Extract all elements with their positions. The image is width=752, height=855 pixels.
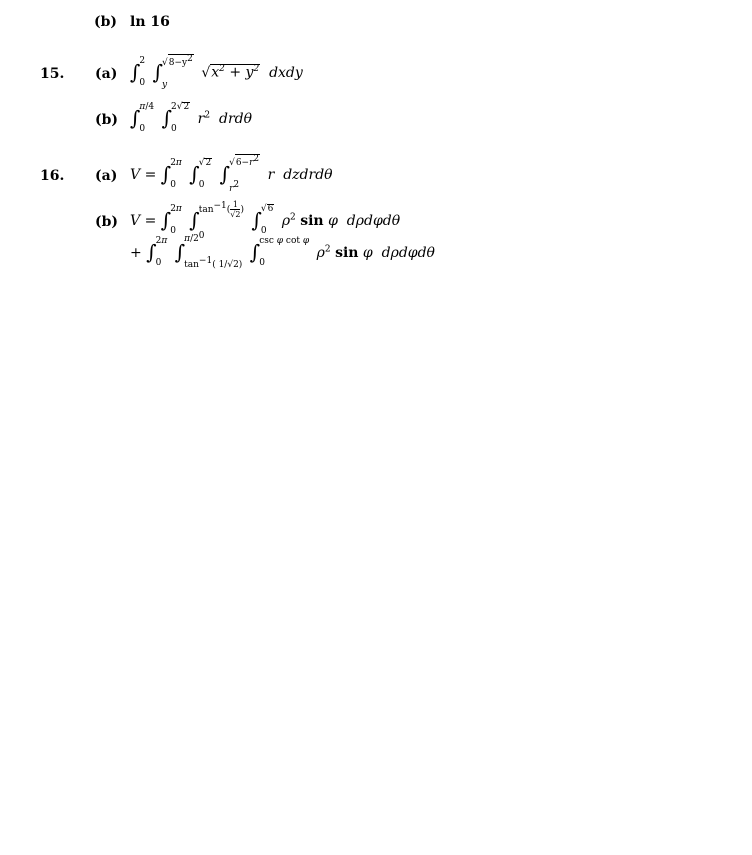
part-label: (b) [94, 14, 118, 30]
math-expression-16b-line2: + ∫ 2π 0 ∫ π/2 tan−1( 1/√2) ∫ csc φ cot φ 0 $\rho^2$ sin φ dρdφdθ [130, 234, 435, 270]
math-expression-15a: ∫ 2 0 ∫ √8−y2 y $√x^2 + y^2$ dxdy [130, 53, 303, 91]
math-expression-16a: V = ∫ 2π 0 ∫ √2 0 ∫ √6−r2 r2 r dzdrdθ [130, 153, 333, 195]
part-b-label: (b) [95, 214, 119, 230]
problem-number: 15. [40, 66, 65, 82]
part-b-label: (b) [95, 112, 119, 128]
math-expression-15b: ∫ π/4 0 ∫ 2√2 0 $r^2$ drdθ [130, 101, 253, 135]
part-a-label: (a) [95, 168, 118, 184]
math-expression-16b-line1: V = ∫ 2π 0 ∫ tan−1( $\frac{1}{√2}$ ) 0 ∫ √6 0 $\rho^2$ sin φ dρdφdθ [130, 199, 401, 241]
math-expression: ln 16 [130, 14, 170, 30]
problem-number: 16. [40, 168, 65, 184]
part-a-label: (a) [95, 66, 118, 82]
